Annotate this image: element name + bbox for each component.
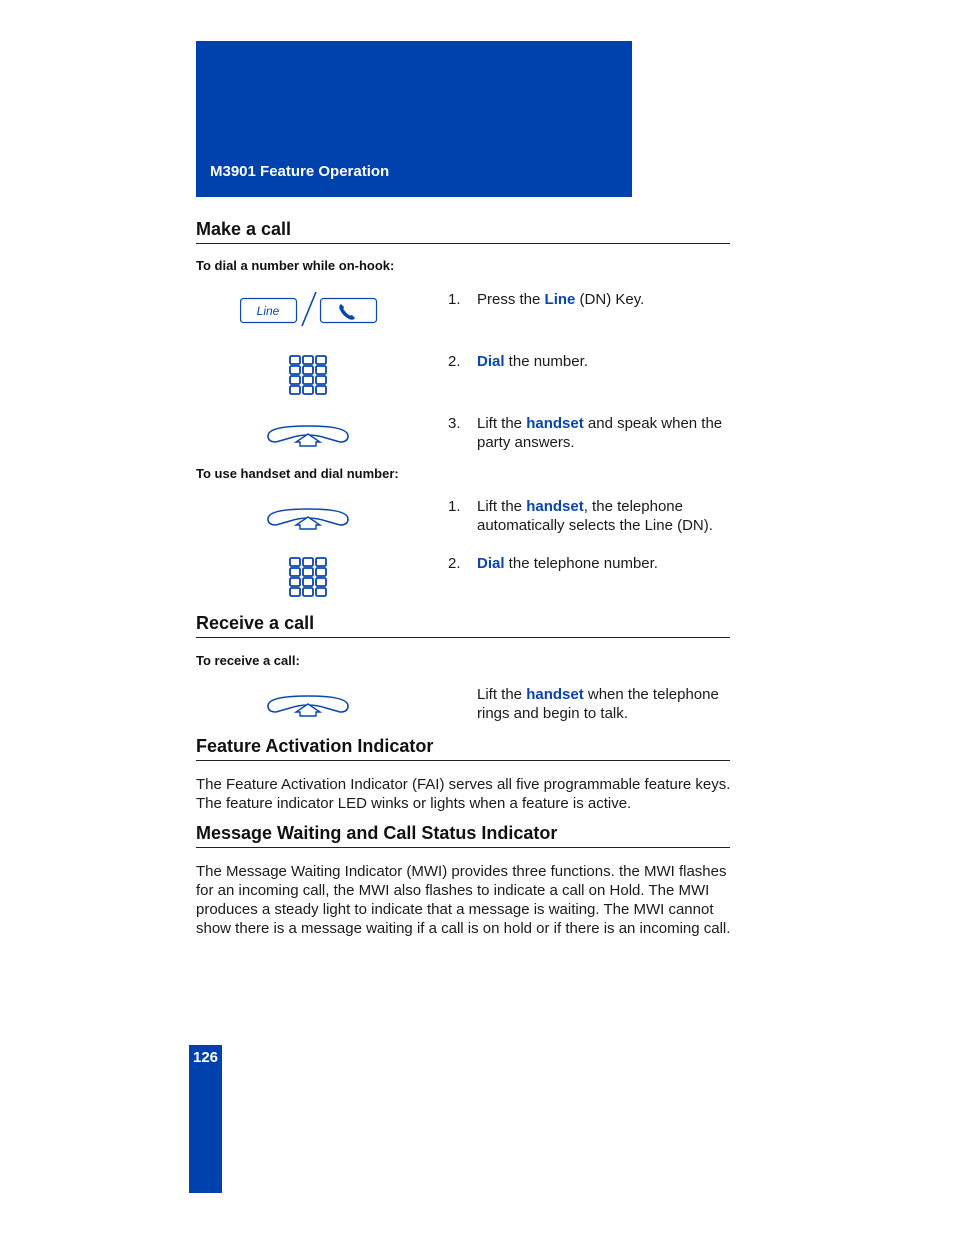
- step-number: 2.: [448, 555, 461, 572]
- dialpad-key: [303, 376, 313, 384]
- handset-icon: [266, 424, 350, 448]
- step-text: and speak when the party answers.: [477, 415, 723, 451]
- keyword-handset: handset: [526, 498, 584, 515]
- dialpad-key: [290, 568, 300, 576]
- keyword-handset: handset: [526, 686, 584, 703]
- dialpad-key: [316, 568, 326, 576]
- section-title-fai: Feature Activation Indicator: [196, 736, 730, 761]
- step-number: 1.: [448, 291, 461, 308]
- step-text: when the telephone rings and begin to talk.: [477, 686, 719, 722]
- dialpad-key: [290, 578, 300, 586]
- handset-icon: [266, 507, 350, 531]
- dialpad-key: [316, 588, 326, 596]
- step-text: Lift the: [477, 415, 527, 432]
- dialpad-key: [290, 558, 300, 566]
- dialpad-key: [303, 366, 313, 374]
- or-slash-icon: [302, 292, 316, 326]
- line-key-label: Line: [256, 304, 280, 318]
- page-number: 126: [193, 1049, 219, 1066]
- section-title-make-call: Make a call: [196, 219, 730, 244]
- step-text: , the telephone automatically selects the Line (DN).: [477, 498, 713, 534]
- step-text: Lift the: [477, 686, 527, 703]
- dialpad-key: [303, 356, 313, 364]
- keyword-dial: Dial: [477, 353, 505, 370]
- keyword-dial: Dial: [477, 555, 505, 572]
- dialpad-key: [290, 356, 300, 364]
- page-tab: [189, 1045, 222, 1193]
- dialpad-key: [316, 386, 326, 394]
- keyword-handset: handset: [526, 415, 584, 432]
- step-text: Press the: [477, 291, 545, 308]
- dialpad-key: [316, 376, 326, 384]
- mwi-paragraph: The Message Waiting Indicator (MWI) provides three functions. the MWI flashes for an incoming call, the MWI also flashes to indicate a call on Hold. The MWI produces a steady light to indicate that a message is waiting. The MWI cannot show there is a message waiting if a call is on hold or if there is an incoming call.: [196, 863, 731, 937]
- dialpad-key: [316, 578, 326, 586]
- step-text: Lift the: [477, 498, 527, 515]
- header-band: [196, 41, 632, 197]
- step-text: (DN) Key.: [575, 291, 645, 308]
- dialpad-key: [316, 558, 326, 566]
- dialpad-key: [290, 386, 300, 394]
- page-header-title: M3901 Feature Operation: [210, 163, 390, 180]
- dialpad-key: [290, 588, 300, 596]
- keyword-line: Line: [544, 291, 576, 308]
- subhead-onhook: To dial a number while on-hook:: [196, 258, 395, 273]
- dialpad-key: [316, 366, 326, 374]
- dialpad-key: [316, 356, 326, 364]
- step-text: the number.: [504, 353, 588, 370]
- step-text: the telephone number.: [504, 555, 658, 572]
- step-number: 1.: [448, 498, 461, 515]
- fai-paragraph: The Feature Activation Indicator (FAI) serves all five programmable feature keys. The feature indicator LED winks or lights when a feature is active.: [196, 776, 731, 812]
- dialpad-key: [290, 376, 300, 384]
- dialpad-key: [303, 578, 313, 586]
- line-or-handsfree-icon-group: [240, 290, 380, 330]
- line-key-icon: [241, 299, 297, 323]
- step-number: 3.: [448, 415, 461, 432]
- handsfree-key-icon: [321, 299, 377, 323]
- subhead-receive: To receive a call:: [196, 653, 300, 668]
- dialpad-key: [303, 386, 313, 394]
- dialpad-icon: [289, 557, 329, 599]
- subhead-handset: To use handset and dial number:: [196, 466, 399, 481]
- section-title-receive-call: Receive a call: [196, 613, 730, 638]
- dialpad-key: [303, 558, 313, 566]
- step-number: 2.: [448, 353, 461, 370]
- dialpad-icon: [289, 355, 329, 397]
- dialpad-key: [303, 588, 313, 596]
- section-title-mwi: Message Waiting and Call Status Indicator: [196, 823, 730, 848]
- handset-icon: [266, 694, 350, 718]
- dialpad-key: [303, 568, 313, 576]
- dialpad-key: [290, 366, 300, 374]
